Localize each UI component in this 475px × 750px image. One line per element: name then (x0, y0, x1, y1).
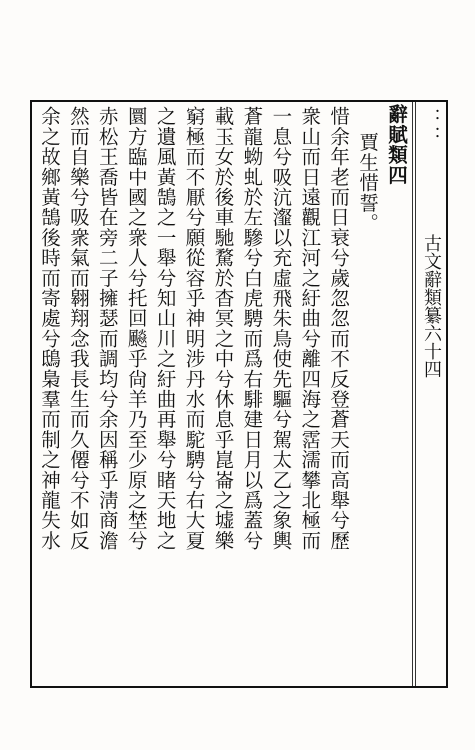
text-column: 衆山而日遠觀江河之紆曲兮離四海之霑濡攀北極而 (298, 106, 322, 551)
folio-rule-left (412, 102, 413, 686)
chapter-heading: 辭賦類四 (385, 104, 408, 185)
text-column: 圜方臨中國之衆人兮托回飈乎尙羊乃至少原之埜兮 (124, 106, 148, 551)
text-column: 然而自樂兮吸衆氣而翱翔念我長生而久僊兮不如反 (66, 106, 90, 551)
text-column: 惜余年老而日衰兮歲忽忽而不反登蒼天而高舉兮歷 (327, 106, 351, 551)
folio-rule-right (415, 102, 416, 686)
text-column: 窮極而不厭兮願從容乎神明涉丹水而駝騁兮右大夏 (182, 106, 206, 551)
text-frame (30, 100, 448, 688)
folio-column (418, 102, 442, 686)
folio-marks: ：： (421, 108, 442, 144)
text-column: 蒼龍蚴虬於左驂兮白虎騁而爲右騑建日月以爲蓋兮 (240, 106, 264, 551)
text-column: 之遺風黃鵠之一舉兮知山川之紆曲再舉兮睹天地之 (153, 106, 177, 551)
section-title: 賈生惜誓。 (356, 132, 380, 233)
folio-title: 古文辭類纂六十四 (421, 234, 442, 378)
text-column: 赤松王喬皆在旁二子擁瑟而調均兮余因稱乎淸商澹 (95, 106, 119, 551)
text-column: 一息兮吸沆瀣以充虛飛朱鳥使先驅兮駕太乙之象輿 (269, 106, 293, 551)
text-column: 余之故鄉黃鵠後時而寄處兮鴟梟羣而制之神龍失水 (37, 106, 61, 551)
text-column: 載玉女於後車馳騖於杳冥之中兮休息乎崑崙之墟樂 (211, 106, 235, 551)
